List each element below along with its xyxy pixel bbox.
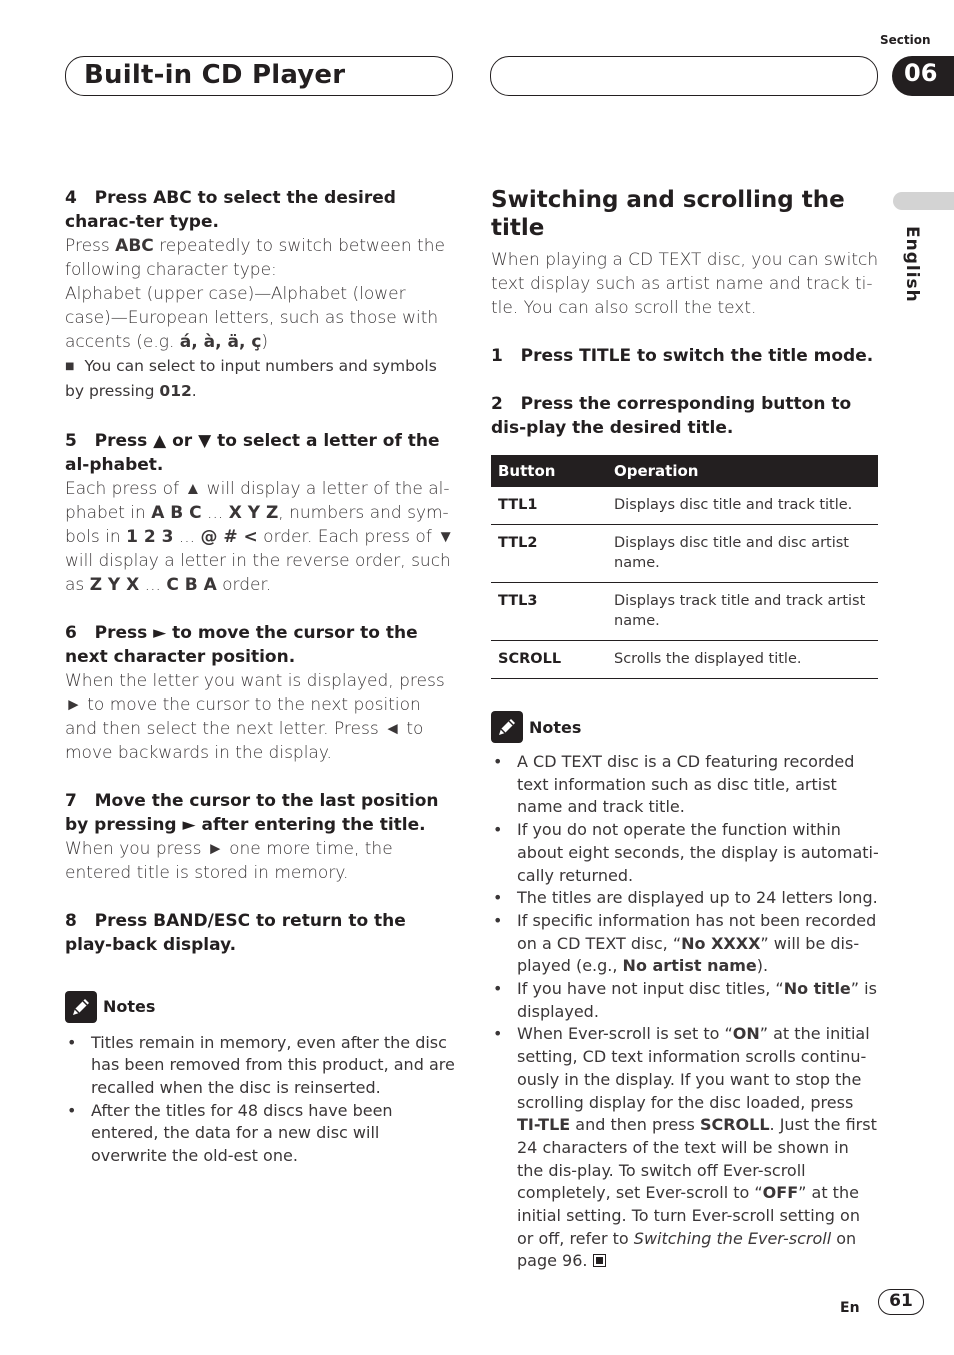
- cell-button: SCROLL: [491, 641, 607, 679]
- cell-button: TTL2: [491, 525, 607, 583]
- table-row: [491, 583, 878, 641]
- left-column: [65, 186, 455, 1168]
- page-title: Built-in CD Player: [84, 60, 346, 90]
- pencil-note-icon: [65, 991, 97, 1023]
- pencil-note-icon: [491, 711, 523, 743]
- footer-language: En: [840, 1300, 860, 1316]
- language-tab: [893, 192, 954, 210]
- note-item: • If you do not operate the function within about eight seconds, the display is automati-cally returned.: [491, 819, 879, 887]
- cell-button: TTL3: [491, 583, 607, 641]
- step-6-heading: 6 Press ► to move the cursor to the next character position.: [65, 622, 418, 667]
- step-4-note: ■ You can select to input numbers and symbols by pressing 012.: [65, 357, 437, 400]
- note-item: • A CD TEXT disc is a CD featuring recorded text information such as disc title, artist name and track title.: [491, 751, 879, 819]
- step-5-heading: 5 Press ▲ or ▼ to select a letter of the al-phabet.: [65, 430, 440, 475]
- button-operation-table: [491, 455, 878, 679]
- cell-operation: Displays disc title and track title.: [607, 487, 878, 525]
- table-header-row: [491, 455, 878, 487]
- cell-operation: Scrolls the displayed title.: [607, 641, 878, 679]
- column-header-operation: Operation: [607, 455, 878, 487]
- note-item: • If you have not input disc titles, “No title” is displayed.: [491, 978, 879, 1023]
- step-7-heading: 7 Move the cursor to the last position by pressing ► after entering the title.: [65, 790, 439, 835]
- end-square-icon: [593, 1254, 606, 1267]
- step-2-heading: 2 Press the corresponding button to dis-play the desired title.: [491, 394, 852, 438]
- step-8-heading: 8 Press BAND/ESC to return to the play-back display.: [65, 910, 406, 955]
- column-header-button: Button: [491, 455, 607, 487]
- page-number: 61: [878, 1289, 924, 1315]
- notes-heading-right: Notes: [491, 711, 879, 743]
- step-5-body: Each press of ▲ will display a letter of the al-phabet in A B C ... X Y Z, numbers and sym-bols in 1 2 3 ... @ # < order. Each press of ▼ will display a letter in the reverse order, such as Z Y X ... C B A order.: [65, 478, 455, 595]
- language-label: English: [902, 226, 922, 303]
- table-row: [491, 525, 878, 583]
- section-heading: Switching and scrolling the title: [491, 187, 845, 241]
- right-column: [491, 186, 879, 1273]
- notes-list-right: [491, 751, 879, 1273]
- step-7-body: When you press ► one more time, the entered title is stored in memory.: [65, 838, 393, 883]
- cell-button: TTL1: [491, 487, 607, 525]
- note-item: • Titles remain in memory, even after the disc has been removed from this product, and are recalled when the disc is reinserted.: [65, 1032, 455, 1100]
- step-4-heading: 4 Press ABC to select the desired charac-ter type.: [65, 188, 396, 232]
- cell-operation: Displays track title and track artist name.: [607, 583, 878, 641]
- section-label: Section: [880, 33, 931, 47]
- step-6-body: When the letter you want is displayed, press ► to move the cursor to the next position and then select the next letter. Press ◄ to move backwards in the display.: [65, 670, 445, 763]
- header-empty-frame: [490, 56, 878, 96]
- step-1-heading: 1 Press TITLE to switch the title mode.: [491, 346, 874, 366]
- intro-text: When playing a CD TEXT disc, you can switch text display such as artist name and track ti-tle. You can also scroll the text.: [491, 250, 879, 318]
- cell-operation: Displays disc title and disc artist name.: [607, 525, 878, 583]
- table-row: [491, 641, 878, 679]
- note-item: • When Ever-scroll is set to “ON” at the initial setting, CD text information scrolls continu-ously in the display. If you want to stop the scrolling display for the disc loaded, press TI-TLE and then press SCROLL. Just the first 24 characters of the text will be shown in the dis-play. To switch off Ever-scroll completely, set Ever-scroll to “OFF” at the initial setting. To turn Ever-scroll setting on or off, refer to Switching the Ever-scroll on page 96.: [491, 1023, 879, 1273]
- notes-list-left: [65, 1032, 455, 1168]
- stop-square-icon: ■: [65, 360, 75, 372]
- note-item: • If specific information has not been recorded on a CD TEXT disc, “No XXXX” will be dis-played (e.g., No artist name).: [491, 910, 879, 978]
- step-4-body-2: Alphabet (upper case)—Alphabet (lower case)—European letters, such as those with accents (e.g. á, à, ä, ç): [65, 284, 439, 352]
- note-item: • The titles are displayed up to 24 letters long.: [491, 887, 879, 910]
- section-badge: 06: [892, 56, 954, 96]
- table-row: [491, 487, 878, 525]
- note-item: • After the titles for 48 discs have been entered, the data for a new disc will overwrite the old-est one.: [65, 1100, 455, 1168]
- step-4-body: Press ABC repeatedly to switch between the following character type:: [65, 236, 445, 280]
- notes-heading-left: Notes: [65, 991, 455, 1023]
